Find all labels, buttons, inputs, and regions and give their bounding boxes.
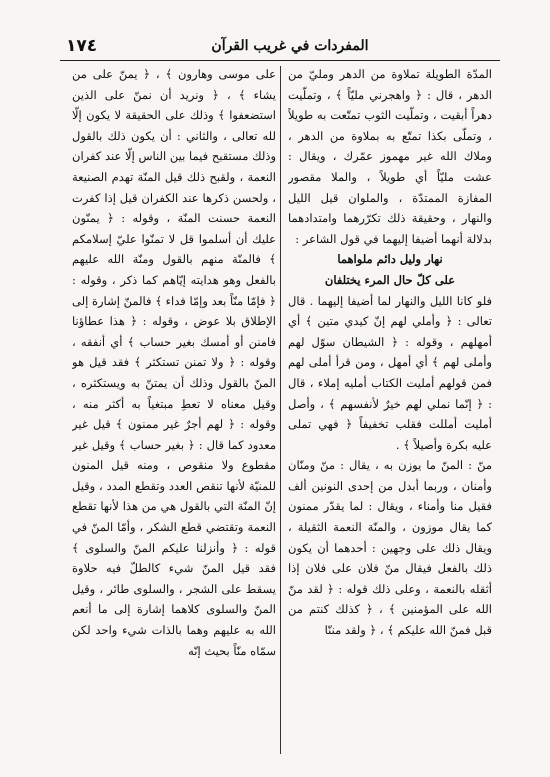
page-header [60, 34, 500, 61]
page-number: ١٧٤ [66, 36, 98, 56]
paragraph: فلو كانا الليل والنهار لما أضيفا إليهما . قال تعالى : ﴿ وأملي لهم إنّ كيدي متين ﴾ أي أمهلهم ، وقوله : ﴿ الشيطان سوّل لهم وأملى لهم ﴾ أي أمهل ، ومن قرأ أملى لهم فمن قولهم أمليت الكتاب أمليه إملاء ، قال : ﴿ إنّما نملي لهم خيرٌ لأنفسهم ﴾ ، وأصل أمليت أمللت فقلب تخفيفاً ﴿ فهي تملى عليه بكرة وأصيلاً ﴾ . [288, 293, 492, 452]
paragraph: المدّة الطويلة تملاوة من الدهر ومليّ من الدهر ، قال : ﴿ واهجرني مليّاً ﴾ ، وتملّيت دهراً أبقيت ، وتملّيت الثوب تمتّعت به طويلاً ، وتملّى بكذا تمتّع به بملاوة من الدهر ، وملاك الله غير مهموز عمّرك ، ويقال : عشت مليّاً أي طويلاً ، والملا مقصور المفازة الممتدّة ، والملوان قيل الليل والنهار ، وحقيقة ذلك تكرّرهما وامتدادهما بدلالة أنهما أضيفا إليهما في قول الشاعر : [288, 67, 492, 246]
running-title: المفردات في غريب القرآن [211, 38, 369, 54]
paragraph-entry-man: منّ : المنّ ما يوزن به ، يقال : منّ ومنّان وأمنان ، وربما أبدل من إحدى النونين ألف فقيل منا وأمناء ، ويقال : لما يقدّر ممنون كما يقال موزون ، والمنّة النعمة الثقيلة ، ويقال ذلك على وجهين : أحدهما أن يكون ذلك بالفعل فيقال منّ فلان على فلان إذا أثقله بالنعمة ، وعلى ذلك قوله : ﴿ لقد منّ الله على المؤمنين ﴾ ، ﴿ كذلك كنتم من قبل فمنّ الله عليكم ﴾ ، ﴿ ولقد مننّا [288, 458, 492, 638]
poem-verse-2: على كلّ حال المرء يختلفان [324, 272, 456, 287]
column-divider [280, 66, 281, 754]
left-column [72, 64, 276, 754]
poem-verse-1: نهار وليل دائم ملواهما [337, 252, 443, 267]
paragraph: على موسى وهارون ﴾ ، ﴿ يمنّ على من يشاء ﴾ ، ﴿ ونريد أن نمنّ على الذين استضعفوا ﴾ وذلك على الحقيقة لا يكون إلّا لله تعالى ، والثاني : أن يكون ذلك بالقول وذلك مستقبح فيما بين الناس إلّا عند كفران النعمة ، ولقبح ذلك قيل المنّة تهدم الصنيعة ، ولحسن ذكرها عند الكفران قيل إذا كفرت النعمة حسنت المنّة ، وقوله : ﴿ يمنّون عليك أن أسلموا قل لا تمنّوا عليّ إسلامكم ﴾ فالمنّة منهم بالقول ومنّة الله عليهم بالفعل وهو هدايته إيّاهم كما ذكر ، وقوله : ﴿ فإمّا منّاً بعد وإمّا فداء ﴾ فالمنّ إشارة إلى الإطلاق بلا عوض ، وقوله : ﴿ هذا عطاؤنا فامنن أو أمسك بغير حساب ﴾ أي أنفقه ، وقوله : ﴿ ولا تمنن تستكثر ﴾ فقد قيل هو المنّ بالقول وذلك أن يمتنّ به ويستكثره ، وقيل معناه لا تعطِ مبتغياً به أكثر منه ، وقوله : ﴿ لهم أجرٌ غير ممنون ﴾ قيل غير معدود كما قال : ﴿ بغير حساب ﴾ وقيل غير مقطوع ولا منقوص ، ومنه قيل المنون للمنيّة لأنها تنقص العدد وتقطع المدد ، وقيل إنّ المنّة التي بالقول هي من هذا لأنها تقطع النعمة وتقتضي قطع الشكر ، وأمّا المنّ في قوله : ﴿ وأنزلنا عليكم المنّ والسلوى ﴾ فقد قيل المنّ شيء كالطلّ فيه حلاوة يسقط على الشجر ، والسلوى طائر ، وقيل المنّ والسلوى كلاهما إشارة إلى ما أنعم الله به عليهم وهما بالذات شيء واحد لكن سمّاه منّاً بحيث إنّه [72, 67, 276, 658]
right-column [288, 64, 492, 754]
